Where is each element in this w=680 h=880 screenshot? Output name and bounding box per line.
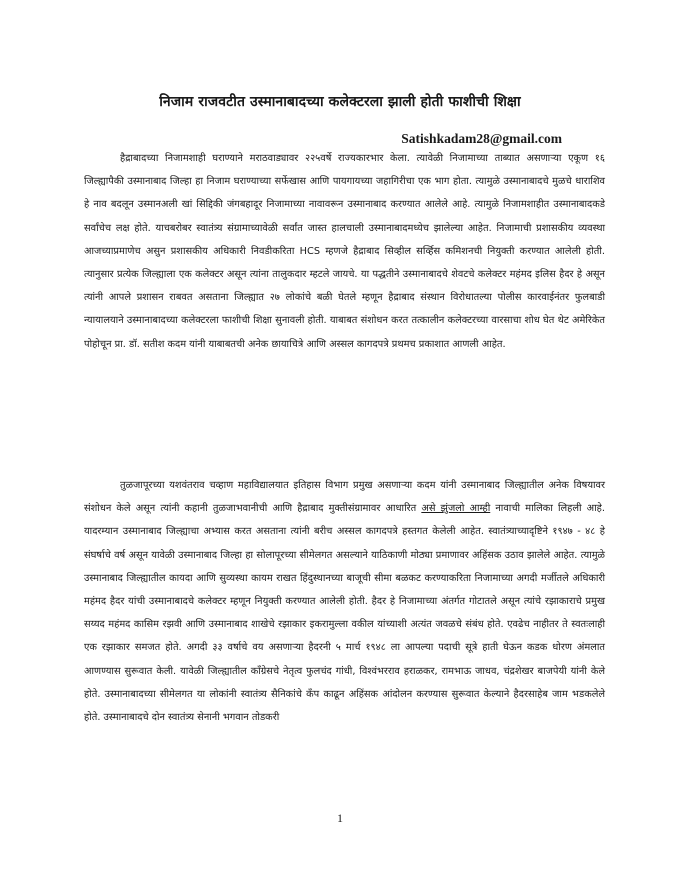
author-email: Satishkadam28@gmail.com [401,131,562,146]
article-title: निजाम राजवटीत उस्मानाबादच्या कलेक्टरला झाली होती फाशीची शिक्षा [159,94,521,110]
paragraph-2 [84,474,605,729]
paragraph-2-text-start: तुळजापूरच्या यशवंतराव चव्हाण महाविद्यालयात इतिहास विभाग प्रमुख असणाऱ्या कदम यांनी उस्मानाबाद जिल्ह्यातील अनेक विषयावर संशोधन केले असून त्यांनी कहानी तुळजाभवानीची आणि हैद्राबाद मुक्तीसंग्रामावर आधारित [84,480,605,515]
paragraph-2-text-end: नावाची मालिका लिहली आहे. यादरम्यान उस्मानाबाद जिल्ह्याचा अभ्यास करत असताना त्यांनी बरीच अस्सल कागदपत्रे हस्तगत केलेली आहेत. स्वातंत्र्याच्यादृष्टिने १९४७ - ४८ हे संघर्षाचे वर्ष असून यावेळी उस्मानाबाद जिल्हा हा सोलापूरच्या सीमेलगत असल्याने याठिकाणी मोठ्या प्रमाणावर अहिंसक उठाव झालेले आहेत. त्यामुळे उस्मानाबाद जिल्ह्यातील कायदा आणि सुव्यस्था कायम राखत हिंदुस्थानच्या बाजूची सीमा बळकट करण्याकरिता निजामाच्या अगदी मर्जीतले अधिकारी महंमद हैदर यांची उस्मानाबादचे कलेक्टर म्हणून नियुक्ती करण्यात आलेली होती. हैदर हे निजामाच्या अंतर्गत गोटातले असून त्यांचे रझाकाराचे प्रमुख सय्यद महंमद कासिम रझवी आणि उस्मानाबाद शाखेचे रझाकार इकरामुल्ला वकील यांच्याशी अत्यंत जवळचे संबंध होते. एवढेच नाहीतर ते स्वतःलाही एक रझाकार समजत होते. अगदी ३३ वर्षाचे वय असणाऱ्या हैदरनी ५ मार्च १९४८ ला आपल्या पदाची सूत्रे हाती घेऊन कडक धोरण अंमलात आणण्यास सुरूवात केली. यावेळी जिल्ह्यातील कॉंग्रेसचे नेतृत्व फुलचंद गांधी, विश्वंभरराव हराळकर, रामभाऊ जाधव, चंद्रशेखर बाजपेयी यांनी केले होते. उस्मानाबादच्या सीमेलगत या लोकांनी स्वातंत्र्य सैनिकांचे कॅंप काढून अहिंसक आंदोलन करण्यास सुरूवात केल्याने हैदरसाहेब जाम भडकलेले होते. उस्मानाबादचे दोन स्वातंत्र्य सेनानी भगवान तोडकरी [84,503,605,724]
page-number: 1 [337,811,343,825]
series-title-underlined: असे झुंजलो आम्ही [421,503,491,515]
paragraph-1: हैद्राबादच्या निजामशाही घराण्याने मराठवाड्यावर २२५वर्षे राज्यकारभार केला. त्यावेळी निजामाच्या ताब्यात असणाऱ्या एकूण १६ जिल्ह्यापैकी उस्मानाबाद जिल्हा हा निजाम घराण्याच्या सर्फेखास आणि पायगायच्या जहागिरीचा एक भाग होता. त्यामुळे उस्मानाबादचे मुळचे धाराशिव हे नाव बदलून उस्मानअली खां सिद्दिकी जंगबहादूर निजामाच्या नावावरून उस्मानाबाद करण्यात आलेले आहे. त्यामुळे निजामशाहीत उस्मानाबादकडे सर्वांचेच लक्ष होते. याचबरोबर स्वातंत्र्य संग्रामाच्यावेळी सर्वांत जास्त हालचाली उस्मानाबादमध्येच झालेल्या आहेत. निजामाची प्रशासकीय व्यवस्था आजच्याप्रमाणेच असुन प्रशासकीय अधिकारी निवडीकरिता HCS म्हणजे हैद्राबाद सिव्हील सर्व्हिस कमिशनची नियुक्ती करण्यात आलेली होती. त्यानुसार प्रत्येक जिल्ह्याला एक कलेक्टर असून त्यांना तालुकदार म्हटले जायचे. या पद्धतीने उस्मानाबादचे शेवटचे कलेक्टर महंमद इलिस हैदर हे असून त्यांनी आपले प्रशासन राबवत असताना जिल्ह्यात २७ लोकांचे बळी घेतले म्हणून हैद्राबाद संस्थान विरोधातल्या पोलीस कारवाईनंतर फुलबाडी न्यायालयाने उस्मानाबादच्या कलेक्टरला फाशीची शिक्षा सुनावली होती. याबाबत संशोधन करत तत्कालीन कलेक्टरच्या वारसाचा शोध घेत थेट अमेरिकेत पोहोचून प्रा. डॉ. सतीश कदम यांनी याबाबतची अनेक छायाचित्रे आणि अस्सल कागदपत्रे प्रथमच प्रकाशात आणली आहेत. [84,153,605,350]
